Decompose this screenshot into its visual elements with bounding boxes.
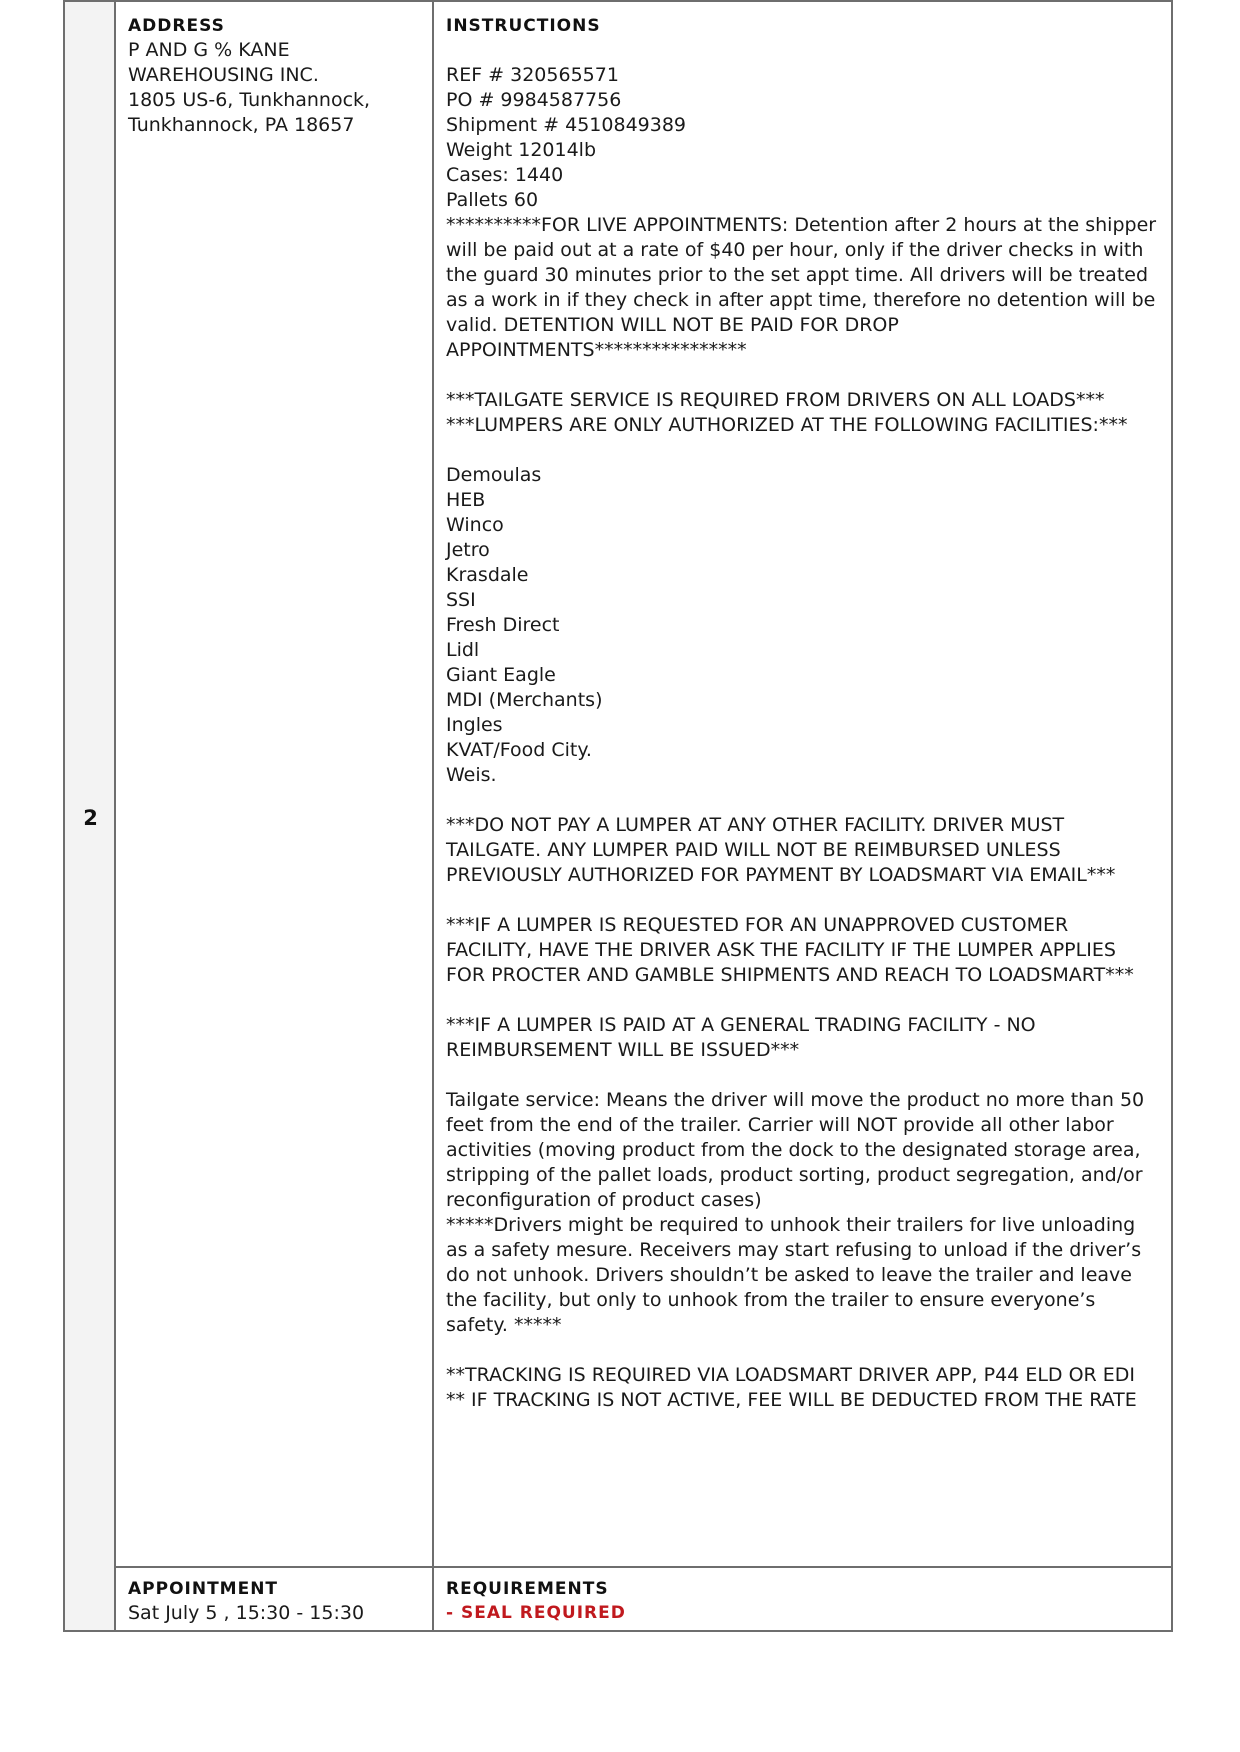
appointment-value: Sat July 5 , 15:30 - 15:30 <box>128 1602 365 1624</box>
address-text: P AND G % KANE WAREHOUSING INC. 1805 US-6, Tunkhannock, Tunkhannock, PA 18657 <box>128 39 371 136</box>
appointment-row <box>116 1566 1171 1632</box>
stop-number-column <box>65 2 116 1630</box>
appointment-cell <box>116 1568 434 1632</box>
stop-number: 2 <box>83 806 98 830</box>
address-cell <box>116 2 434 1566</box>
appointment-label: APPOINTMENT <box>128 1579 279 1599</box>
seal-required-text: - SEAL REQUIRED <box>446 1603 626 1623</box>
instructions-cell <box>434 2 1171 1566</box>
instructions-label: INSTRUCTIONS <box>446 16 601 36</box>
stop-table <box>63 0 1173 1632</box>
address-label: ADDRESS <box>128 16 225 36</box>
requirements-label: REQUIREMENTS <box>446 1579 609 1599</box>
requirements-cell <box>434 1568 1171 1632</box>
instructions-text: REF # 320565571 PO # 9984587756 Shipment # 4510849389 Weight 12014lb Cases: 1440 Pallets 60 **********FOR LIVE APPOINTMENTS: Detention after 2 hours at the shipper will be paid out at a rate of $40 per hour, only if the driver checks in with the guard 30 minutes prior to the set appt time. All drivers will be treated as a work in if they check in after appt time, therefore no detention will be valid. DETENTION WILL NOT BE PAID FOR DROP APPOINTMENTS**************** ***TAILGATE SERVICE IS REQUIRED FROM DRIVERS ON ALL LOADS*** ***LUMPERS ARE ONLY AUTHORIZED AT THE FOLLOWING FACILITIES:*** Demoulas HEB Winco Jetro Krasdale SSI Fresh Direct Lidl Giant Eagle MDI (Merchants) Ingles KVAT/Food City. Weis. ***DO NOT PAY A LUMPER AT ANY OTHER FACILITY. DRIVER MUST TAILGATE. ANY LUMPER PAID WILL NOT BE REIMBURSED UNLESS PREVIOUSLY AUTHORIZED FOR PAYMENT BY LOADSMART VIA EMAIL*** ***IF A LUMPER IS REQUESTED FOR AN UNAPPROVED CUSTOMER FACILITY, HAVE THE DRIVER ASK THE FACILITY IF THE LUMPER APPLIES FOR PROCTER AND GAMBLE SHIPMENTS AND REACH TO LOADSMART*** ***IF A LUMPER IS PAID AT A GENERAL TRADING FACILITY - NO REIMBURSEMENT WILL BE ISSUED*** Tailgate service: Means the driver will move the product no more than 50 feet from the end of the trailer. Carrier will NOT provide all other labor activities (moving product from the dock to the designated storage area, stripping of the pallet loads, product sorting, product segregation, and/or reconfiguration of product cases) *****Drivers might be required to unhook their trailers for live unloading as a safety mesure. Receivers may start refusing to unload if the driver’s do not unhook. Drivers shouldn’t be asked to leave the trailer and leave the facility, but only to unhook from the trailer to ensure everyone’s safety. ***** **TRACKING IS REQUIRED VIA LOADSMART DRIVER APP, P44 ELD OR EDI ** IF TRACKING IS NOT ACTIVE, FEE WILL BE DEDUCTED FROM THE RATE <box>446 64 1157 1411</box>
